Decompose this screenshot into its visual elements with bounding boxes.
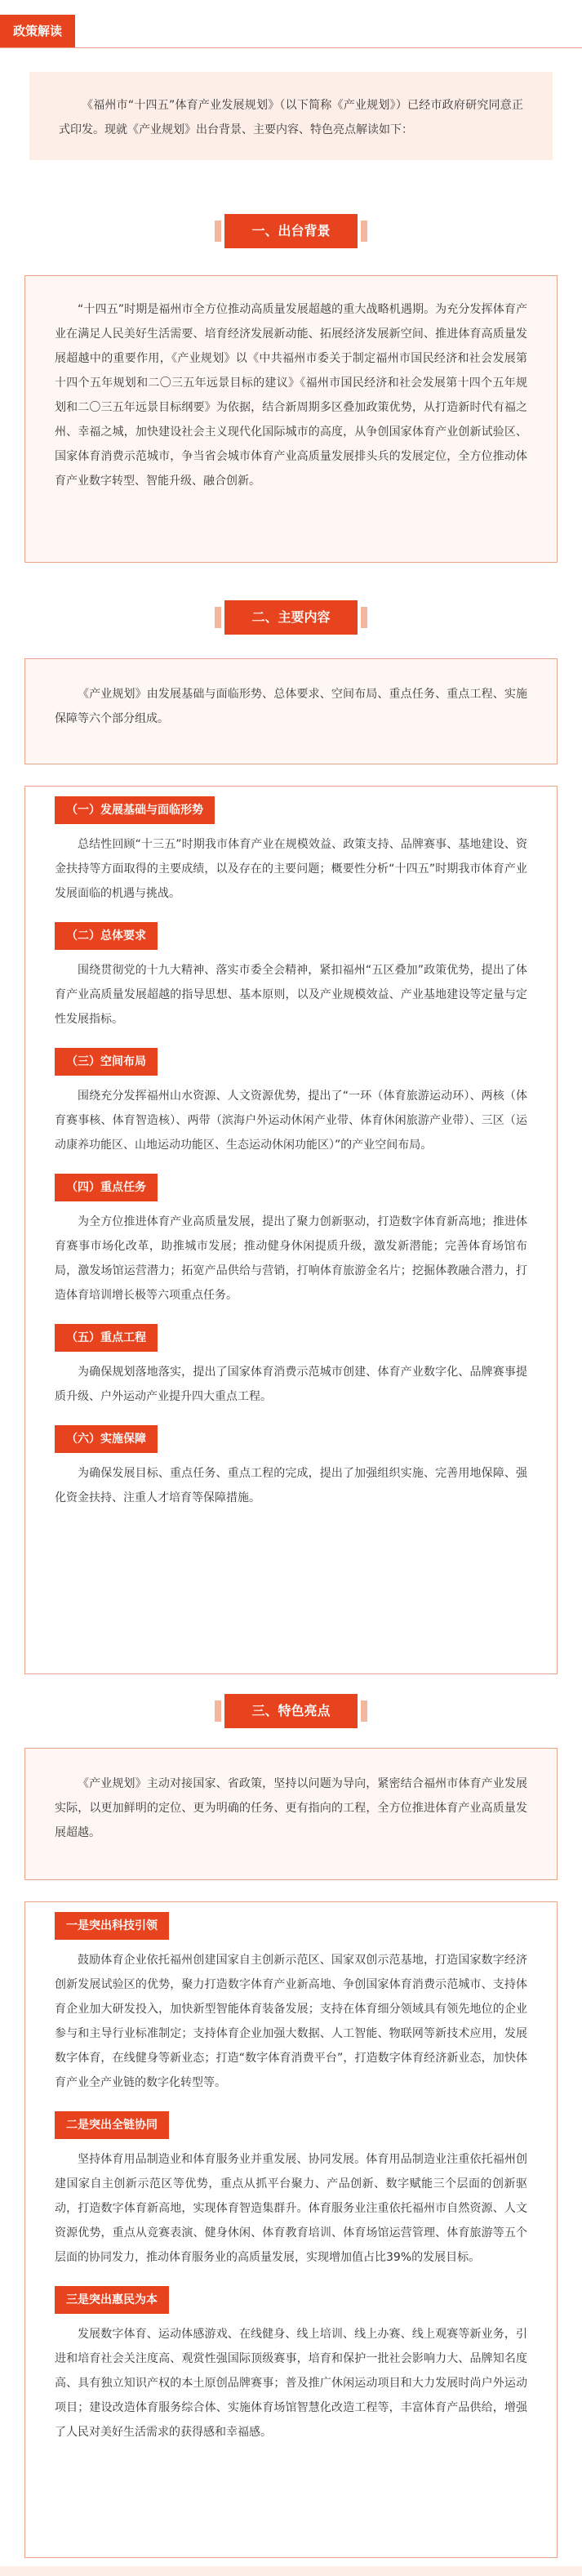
main-item-text: 围绕充分发挥福州山水资源、人文资源优势，提出了“一环（体育旅游运动环）、两核（体育赛事核、体育智造核）、两带（滨海户外运动休闲产业带、体育休闲旅游产业带）、三区（运动康养功能区、山地运动功能区、生态运动休闲功能区）”的产业空间布局。 [55,1090,527,1152]
main-item-tag: （四）重点任务 [55,1174,158,1201]
main-item-text: 为全方位推进体育产业高质量发展，提出了聚力创新驱动，打造数字体育新高地；推进体育赛事市场化改革，助推城市发展；推动健身休闲提质升级，激发新潜能；完善体育场馆布局，激发场馆运营潜力；拓宽产品供给与营销，打响体育旅游金名片；挖掘体教融合潜力，打造体育培训增长极等六项重点任务。 [55,1215,527,1302]
main-item [55,1174,527,1308]
highlight-item-text: 鼓励体育企业依托福州创建国家自主创新示范区、国家双创示范基地，打造国家数字经济创新发展试验区的优势，聚力打造数字体育产业新高地、争创国家体育消费示范城市、支持体育企业加大研发投入，加快新型智能体育装备发展；支持在体育细分领域具有领先地位的企业参与和主导行业标准制定；支持体育企业加强大数据、人工智能、物联网等新技术应用，发展数字体育，在线健身等新业态；打造“数字体育消费平台”，打造数字体育经济新业态，加快体育产业全产业链的数字化转型等。 [55,1954,527,2089]
main-item-tag: （一）发展基础与面临形势 [55,796,215,824]
main-item [55,1425,527,1510]
section-box-highlights-items [24,1901,558,2558]
section-heading-background: 一、出台背景 [224,214,358,248]
highlight-item [55,2111,527,2270]
main-item [55,1048,527,1157]
main-item-tag: （三）空间布局 [55,1048,158,1076]
highlight-item-tag: 三是突出惠民为本 [55,2286,169,2314]
main-item-tag: （五）重点工程 [55,1324,158,1352]
highlight-item-tag: 一是突出科技引领 [55,1912,169,1940]
highlight-item-text: 发展数字体育、运动体感游戏、在线健身、线上培训、线上办赛、线上观赛等新业务，引进和培育社会关注度高、观赏性强国际顶级赛事，培育和保护一批社会影响力大、品牌知名度高、具有独立知识产权的本土原创品牌赛事；普及推广休闲运动项目和大力发展时尚户外运动项目；建设改造体育服务综合体、实施体育场馆智慧化改造工程等，丰富体育产品供给，增强了人民对美好生活需求的获得感和幸福感。 [55,2328,527,2439]
background-text: “十四五”时期是福州市全方位推动高质量发展超越的重大战略机遇期。为充分发挥体育产业在满足人民美好生活需要、培育经济发展新动能、拓展经济发展新空间、推进体育高质量发展超越中的重要作用，《产业规划》以《中共福州市委关于制定福州市国民经济和社会发展第十四个五年规划和二〇三五年远景目标的建议》《福州市国民经济和社会发展第十四个五年规划和二〇三五年远景目标纲要》为依据，结合新周期多区叠加政策优势，从打造新时代有福之州、幸福之城，加快建设社会主义现代化国际城市的高度，从争创国家体育产业创新试验区、国家体育消费示范城市，争当省会城市体育产业高质量发展排头兵的发展定位，全方位推动体育产业数字转型、智能升级、融合创新。 [55,303,527,488]
intro-paragraph: 《福州市“十四五”体育产业发展规划》（以下简称《产业规划》）已经市政府研究同意正式印发。现就《产业规划》出台背景、主要内容、特色亮点解读如下： [29,72,553,160]
main-item-text: 为确保发展目标、重点任务、重点工程的完成，提出了加强组织实施、完善用地保障、强化资金扶持、注重人才培育等保障措施。 [55,1467,527,1504]
page-title: 政策解读 [0,15,75,47]
main-item-text: 总结性回顾“十三五”时期我市体育产业在规模效益、政策支持、品牌赛事、基地建设、资金扶持等方面取得的主要成绩，以及存在的主要问题；概要性分析“十四五”时期我市体育产业发展面临的机遇与挑战。 [55,838,527,900]
section-heading-highlights: 三、特色亮点 [224,1694,358,1728]
highlight-item-text: 坚持体育用品制造业和体育服务业并重发展、协同发展。体育用品制造业注重依托福州创建国家自主创新示范区等优势，重点从抓平台聚力、产品创新、数字赋能三个层面的创新驱动，打造数字体育新高地，实现体育智造集群升。体育服务业注重依托福州市自然资源、人文资源优势，重点从竞赛表演、健身休闲、体育教育培训、体育场馆运营管理、体育旅游等五个层面的协同发力，推动体育服务业的高质量发展，实现增加值占比39%的发展目标。 [55,2153,527,2264]
main-content-summary: 《产业规划》由发展基础与面临形势、总体要求、空间布局、重点任务、重点工程、实施保障等六个部分组成。 [55,688,527,725]
section-box-highlights-summary [24,1748,558,1880]
section-heading-main-content: 二、主要内容 [224,600,358,635]
main-item [55,1324,527,1409]
main-item [55,796,527,906]
highlights-summary: 《产业规划》主动对接国家、省政策，坚持以问题为导向，紧密结合福州市体育产业发展实际，以更加鲜明的定位、更为明确的任务、更有指向的工程，全方位推进体育产业高质量发展超越。 [55,1777,527,1839]
main-item-tag: （六）实施保障 [55,1425,158,1453]
main-item-text: 围绕贯彻党的十九大精神、落实市委全会精神，紧扣福州“五区叠加”政策优势，提出了体育产业高质量发展超越的指导思想、基本原则，以及产业规模效益、产业基地建设等定量与定性发展指标。 [55,964,527,1026]
title-divider [0,47,582,48]
highlight-item [55,1912,527,2095]
section-box-main-items [24,786,558,1674]
highlight-item-tag: 二是突出全链协同 [55,2111,169,2139]
main-item-text: 为确保规划落地落实，提出了国家体育消费示范城市创建、体育产业数字化、品牌赛事提质升级、户外运动产业提升四大重点工程。 [55,1366,527,1403]
main-item-tag: （二）总体要求 [55,922,158,950]
main-item [55,922,527,1032]
section-box-main-summary [24,658,558,764]
bottom-decoration [0,2566,582,2576]
highlight-item [55,2286,527,2445]
section-box-background [24,275,558,563]
